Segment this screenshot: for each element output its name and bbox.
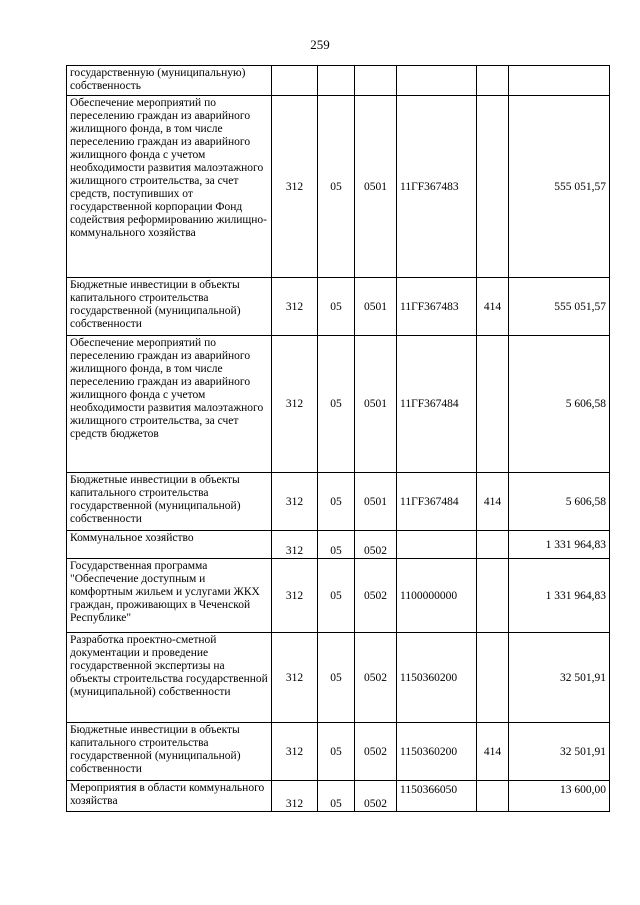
row-vr <box>477 559 509 633</box>
page-number: 259 <box>310 37 330 52</box>
row-rz: 05 <box>318 723 355 781</box>
row-sum <box>509 66 610 96</box>
row-ved <box>272 66 318 96</box>
row-name: Бюджетные инвестиции в объекты капитального строительства государственной (муниципальной) собственности <box>67 723 272 781</box>
row-sum: 13 600,00 <box>509 781 610 812</box>
row-name: Государственная программа "Обеспечение доступным и комфортным жильем и услугами ЖКХ граждан, проживающих в Чеченской Республике" <box>67 559 272 633</box>
row-name: Разработка проектно-сметной документации и проведение государственной экспертизы на объекты строительства государственной (муниципальной) собственности <box>67 633 272 723</box>
row-name: Бюджетные инвестиции в объекты капитального строительства государственной (муниципальной) собственности <box>67 278 272 336</box>
row-tsr: 1150360200 <box>397 633 477 723</box>
row-name: Мероприятия в области коммунального хозяйства <box>67 781 272 812</box>
row-ved: 312 <box>272 723 318 781</box>
row-pr: 0501 <box>355 278 397 336</box>
row-ved: 312 <box>272 781 318 812</box>
table-row <box>67 66 610 96</box>
row-vr <box>477 531 509 559</box>
row-ved: 312 <box>272 96 318 278</box>
row-tsr <box>397 531 477 559</box>
row-vr <box>477 633 509 723</box>
table-row <box>67 781 610 812</box>
row-tsr: 1100000000 <box>397 559 477 633</box>
row-vr <box>477 781 509 812</box>
row-tsr <box>397 66 477 96</box>
row-pr: 0502 <box>355 559 397 633</box>
row-pr: 0501 <box>355 473 397 531</box>
row-pr: 0502 <box>355 633 397 723</box>
row-rz: 05 <box>318 336 355 473</box>
row-vr <box>477 66 509 96</box>
row-ved: 312 <box>272 278 318 336</box>
row-vr <box>477 96 509 278</box>
table-row <box>67 559 610 633</box>
row-name: Обеспечение мероприятий по переселению граждан из аварийного жилищного фонда, в том числе переселению граждан из аварийного жилищного фонда с учетом необходимости развития малоэтажного жилищного строительства, за счет средств, поступивших от государственной корпорации Фонд содействия реформированию жилищно-коммунального хозяйства <box>67 96 272 278</box>
row-tsr: 11ГF367484 <box>397 336 477 473</box>
table-row <box>67 531 610 559</box>
row-rz: 05 <box>318 96 355 278</box>
row-sum: 5 606,58 <box>509 473 610 531</box>
row-sum: 32 501,91 <box>509 633 610 723</box>
row-sum: 555 051,57 <box>509 96 610 278</box>
row-tsr: 11ГF367483 <box>397 96 477 278</box>
table-row <box>67 723 610 781</box>
row-vr: 414 <box>477 723 509 781</box>
row-ved: 312 <box>272 633 318 723</box>
row-ved: 312 <box>272 336 318 473</box>
row-pr <box>355 66 397 96</box>
row-rz <box>318 66 355 96</box>
row-name: Обеспечение мероприятий по переселению граждан из аварийного жилищного фонда, в том числе переселению граждан из аварийного жилищного фонда с учетом необходимости развития малоэтажного жилищного строительства, за счет средств бюджетов <box>67 336 272 473</box>
row-name: государственную (муниципальную) собственность <box>67 66 272 96</box>
row-pr: 0502 <box>355 781 397 812</box>
row-name: Бюджетные инвестиции в объекты капитального строительства государственной (муниципальной) собственности <box>67 473 272 531</box>
row-rz: 05 <box>318 278 355 336</box>
row-sum: 32 501,91 <box>509 723 610 781</box>
row-pr: 0501 <box>355 336 397 473</box>
row-rz: 05 <box>318 781 355 812</box>
table-row <box>67 633 610 723</box>
row-vr: 414 <box>477 278 509 336</box>
row-sum: 1 331 964,83 <box>509 531 610 559</box>
row-ved: 312 <box>272 559 318 633</box>
row-rz: 05 <box>318 531 355 559</box>
row-rz: 05 <box>318 473 355 531</box>
row-pr: 0502 <box>355 531 397 559</box>
row-sum: 5 606,58 <box>509 336 610 473</box>
row-rz: 05 <box>318 559 355 633</box>
table-row <box>67 278 610 336</box>
row-tsr: 1150360200 <box>397 723 477 781</box>
row-tsr: 1150366050 <box>397 781 477 812</box>
table-row <box>67 473 610 531</box>
row-pr: 0501 <box>355 96 397 278</box>
row-sum: 1 331 964,83 <box>509 559 610 633</box>
budget-table <box>66 65 610 812</box>
row-tsr: 11ГF367483 <box>397 278 477 336</box>
row-ved: 312 <box>272 531 318 559</box>
row-sum: 555 051,57 <box>509 278 610 336</box>
table-row <box>67 336 610 473</box>
row-pr: 0502 <box>355 723 397 781</box>
row-tsr: 11ГF367484 <box>397 473 477 531</box>
row-ved: 312 <box>272 473 318 531</box>
row-rz: 05 <box>318 633 355 723</box>
row-name: Коммунальное хозяйство <box>67 531 272 559</box>
row-vr: 414 <box>477 473 509 531</box>
table-row <box>67 96 610 278</box>
row-vr <box>477 336 509 473</box>
